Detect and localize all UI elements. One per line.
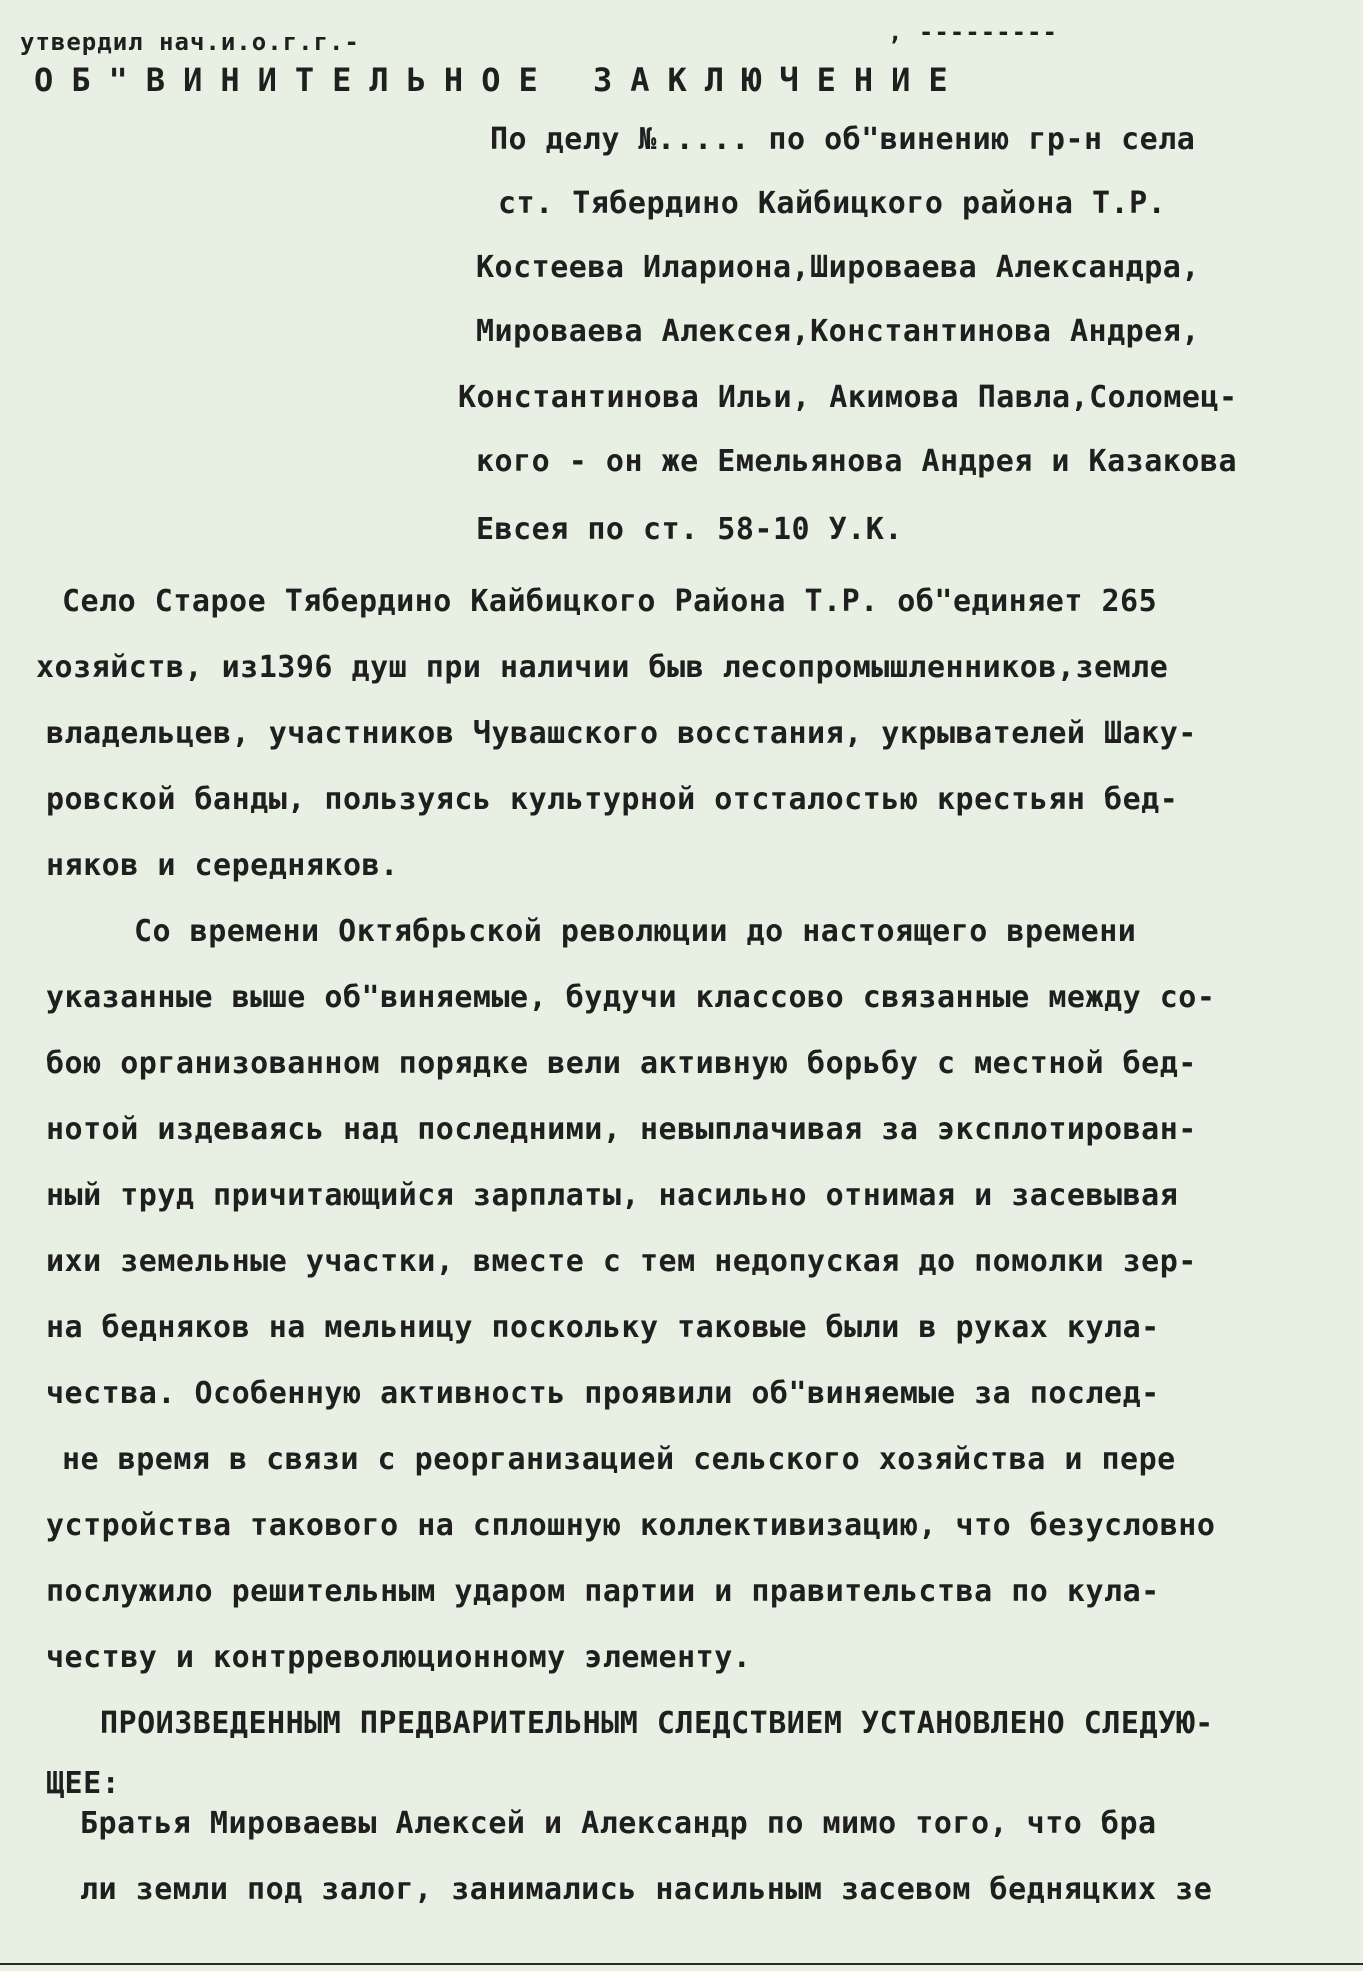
body-line: владельцев, участников Чувашского восстания, укрывателей Шаку- — [46, 716, 1197, 751]
case-line: Мироваева Алексея,Константинова Андрея, — [476, 314, 1200, 349]
body-line: честву и контрреволюционному элементу. — [46, 1640, 752, 1675]
body-line: нотой издеваясь над последними, невыплачивая за эксплотирован- — [46, 1112, 1197, 1147]
body-line: чества. Особенную активность проявили об"виняемые за послед- — [46, 1376, 1160, 1411]
body-line: устройства такового на сплошную коллективизацию, что безусловно — [46, 1508, 1216, 1543]
case-line: ст. Тябердино Кайбицкого района Т.Р. — [498, 186, 1167, 221]
body-line: указанные выше об"виняемые, будучи классово связанные между со- — [46, 980, 1216, 1015]
body-line: ли земли под залог, занимались насильным засевом бедняцких зе — [80, 1872, 1213, 1907]
body-line: бою организованном порядке вели активную борьбу с местной бед- — [46, 1046, 1197, 1081]
case-line: Евсея по ст. 58-10 У.К. — [476, 512, 903, 547]
section-heading-continuation: ЩЕЕ: — [46, 1766, 121, 1801]
body-line: ный труд причитающийся зарплаты, насильно отнимая и засевывая — [46, 1178, 1179, 1213]
bottom-rule — [0, 1963, 1363, 1965]
body-line: ровской банды, пользуясь культурной отсталостью крестьян бед- — [46, 782, 1179, 817]
approval-line: утвердил нач.и.о.г.г.- — [20, 28, 360, 56]
body-line: няков и середняков. — [46, 848, 399, 883]
body-line: на бедняков на мельницу поскольку таковые были в руках кула- — [46, 1310, 1160, 1345]
case-line: кого - он же Емельянова Андрея и Казакова — [476, 444, 1238, 479]
body-line: Братья Мироваевы Алексей и Александр по мимо того, что бра — [80, 1806, 1157, 1841]
body-line: послужило решительным ударом партии и правительства по кула- — [46, 1574, 1160, 1609]
body-line: не время в связи с реорганизацией сельского хозяйства и пере — [62, 1442, 1176, 1477]
body-line: Село Старое Тябердино Кайбицкого Района Т.Р. об"единяет 265 — [62, 584, 1158, 619]
case-line: Костеева Илариона,Широваева Александра, — [476, 250, 1200, 285]
document-title: ОБ"ВИНИТЕЛЬНОЕ ЗАКЛЮЧЕНИЕ — [34, 61, 966, 99]
case-line: По делу №..... по об"винению гр-н села — [490, 122, 1196, 157]
case-line: Константинова Ильи, Акимова Павла,Соломец- — [458, 380, 1238, 415]
body-line: Со времени Октябрьской революции до настоящего времени — [134, 914, 1137, 949]
approval-line-right: , --------- — [888, 18, 1058, 46]
body-line: ихи земельные участки, вместе с тем недопуская до помолки зер- — [46, 1244, 1197, 1279]
body-line: хозяйств, из1396 душ при наличии быв лесопромышленников,земле — [36, 650, 1169, 685]
section-heading: ПРОИЗВЕДЕННЫМ ПРЕДВАРИТЕЛЬНЫМ СЛЕДСТВИЕМ УСТАНОВЛЕНО СЛЕДУЮ- — [100, 1706, 1214, 1741]
